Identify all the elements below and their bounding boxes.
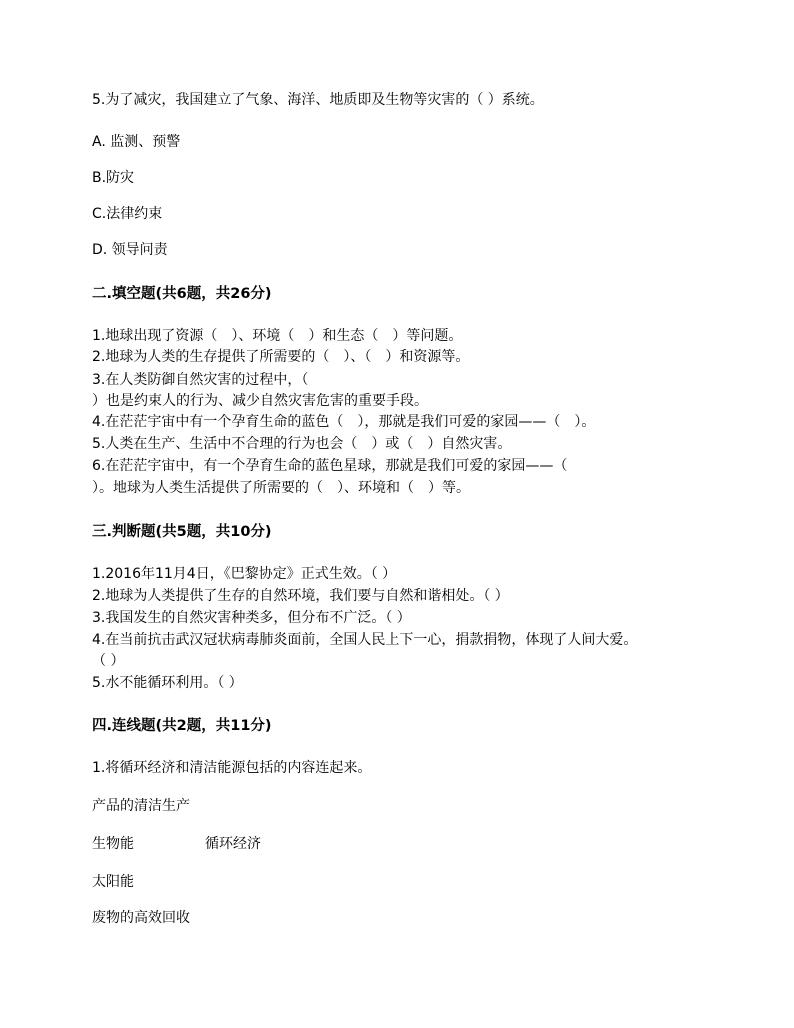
section2-title: 二.填空题(共6题，共26分) [92, 286, 272, 302]
match-left-item: 产品的清洁生产 [92, 798, 190, 814]
judge-line-4-cont: （ ） [92, 653, 125, 669]
match-question-1: 1.将循环经济和清洁能源包括的内容连起来。 [92, 760, 372, 776]
section4-title: 四.连线题(共2题，共11分) [92, 718, 272, 734]
fill-line-7: 6.在茫茫宇宙中，有一个孕育生命的蓝色星球，那就是我们可爱的家园——（ [92, 458, 568, 474]
match-left-item: 生物能 [92, 836, 134, 852]
fill-line-5: 4.在茫茫宇宙中有一个孕育生命的蓝色（ ），那就是我们可爱的家园——（ ）。 [92, 414, 596, 430]
match-right-item: 循环经济 [205, 836, 261, 852]
fill-line-6: 5.人类在生产、生活中不合理的行为也会（ ）或（ ）自然灾害。 [92, 436, 512, 452]
q5-stem: 5.为了减灾，我国建立了气象、海洋、地质即及生物等灾害的（ ）系统。 [92, 92, 544, 108]
judge-line-2: 2.地球为人类提供了生存的自然环境，我们要与自然和谐相处。（ ） [92, 588, 509, 604]
fill-line-8: ）。地球为人类生活提供了所需要的（ ）、环境和（ ）等。 [92, 480, 470, 496]
judge-line-4: 4.在当前抗击武汉冠状病毒肺炎面前，全国人民上下一心，捐款捐物，体现了人间大爱。 [92, 632, 638, 648]
fill-line-3: 3.在人类防御自然灾害的过程中，（ [92, 372, 309, 388]
fill-line-1: 1.地球出现了资源（ ）、环境（ ）和生态（ ）等问题。 [92, 328, 463, 344]
judge-line-1: 1.2016年11月4日，《巴黎协定》正式生效。（ ） [92, 566, 397, 582]
fill-line-2: 2.地球为人类的生存提供了所需要的（ ）、（ ）和资源等。 [92, 349, 470, 365]
q5-option-a: A. 监测、预警 [92, 134, 181, 150]
match-left-item: 废物的高效回收 [92, 910, 190, 926]
section3-title: 三.判断题(共5题，共10分) [92, 524, 272, 540]
q5-option-d: D. 领导问责 [92, 242, 168, 258]
q5-option-b: B.防灾 [92, 170, 135, 186]
q5-option-c: C.法律约束 [92, 206, 163, 222]
match-left-item: 太阳能 [92, 874, 134, 890]
judge-line-5: 5.水不能循环利用。（ ） [92, 675, 243, 691]
fill-line-4: ）也是约束人的行为、减少自然灾害危害的重要手段。 [92, 393, 428, 409]
judge-line-3: 3.我国发生的自然灾害种类多，但分布不广泛。（ ） [92, 610, 411, 626]
